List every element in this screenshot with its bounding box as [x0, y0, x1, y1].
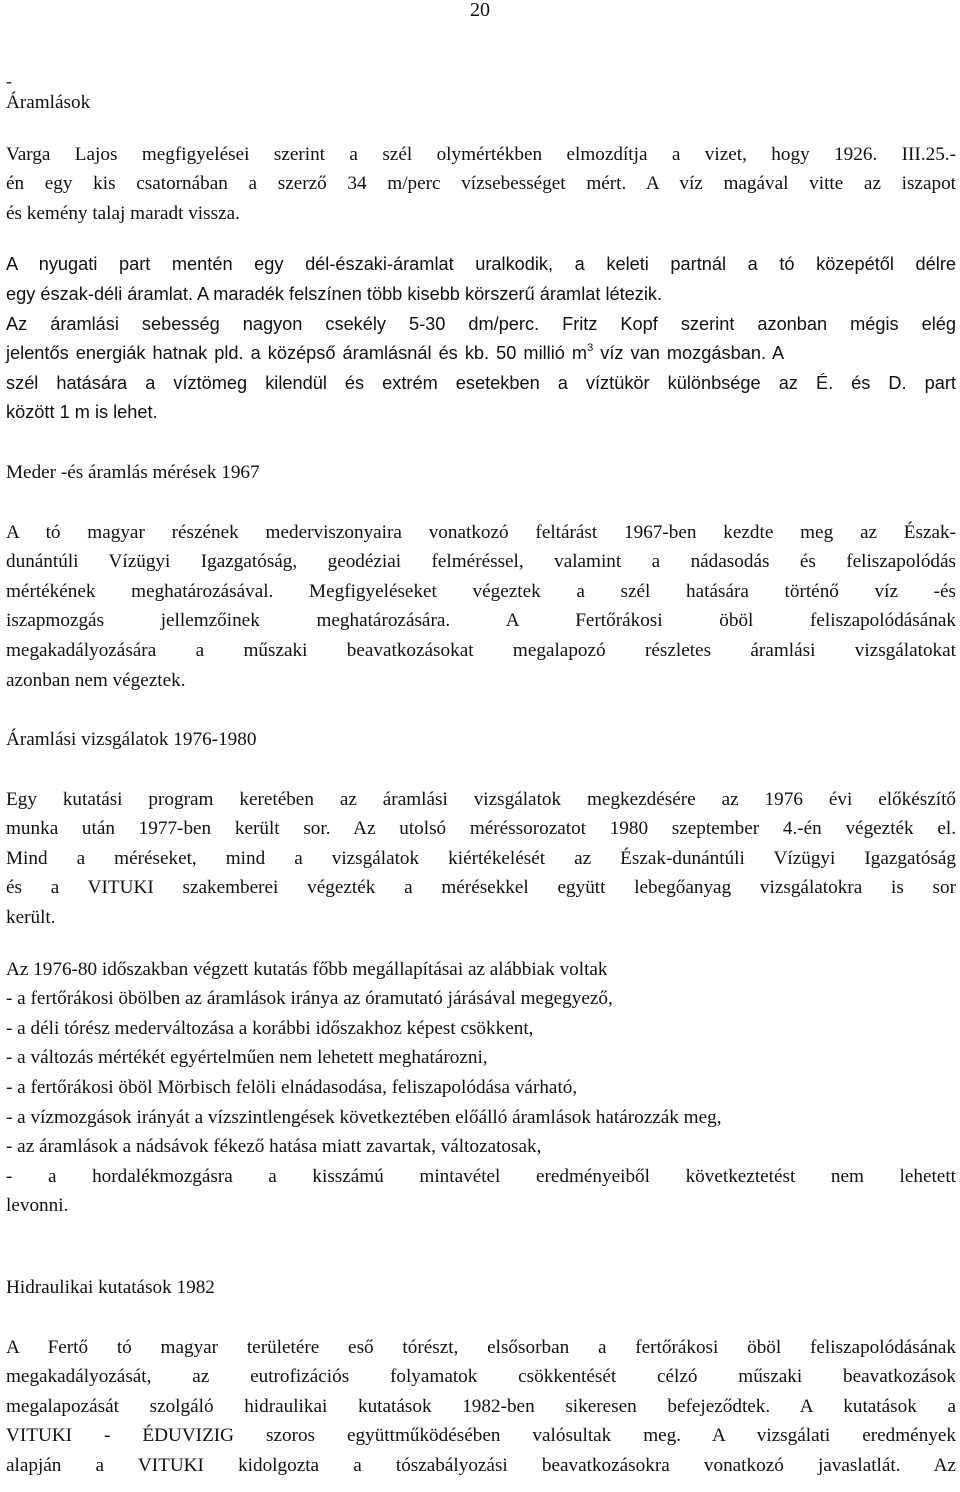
text-line: alapján a VITUKI kidolgozta a tószabályozási beavatkozásokra vonatkozó javaslatlát. Az	[6, 1454, 956, 1476]
list-item: - a déli tórész mederváltozása a korábbi időszakhoz képest csökkent,	[6, 1017, 534, 1039]
text-line: mértékének meghatározásával. Megfigyeléseket végeztek a szél hatására történő víz -és	[6, 580, 956, 602]
text-line: között 1 m is lehet.	[6, 402, 158, 423]
section-title-aramlasok: Áramlások	[6, 92, 91, 113]
section-title-hidraulikai: Hidraulikai kutatások 1982	[6, 1277, 215, 1298]
paragraph-varga	[6, 140, 956, 229]
text-line: Mind a méréseket, mind a vizsgálatok kiértékelését az Észak-dunántúli Vízügyi Igazgatóság	[6, 847, 956, 869]
text-fragment: jelentős energiák hatnak pld. a középső áramlásnál és kb. 50 millió m	[6, 343, 588, 364]
text-line: megakadályozására a műszaki beavatkozásokat megalapozó részletes áramlási vizsgálatokat	[6, 639, 956, 661]
list-item: - a változás mértékét egyértelműen nem lehetett meghatározni,	[6, 1047, 488, 1069]
list-item: levonni.	[6, 1195, 69, 1217]
text-line: egy észak-déli áramlat. A maradék felszínen több kisebb körszerű áramlat létezik.	[6, 283, 663, 304]
text-line: Az áramlási sebesség nagyon csekély 5-30 dm/perc. Fritz Kopf szerint azonban mégis elég	[6, 313, 956, 334]
text-line: szél hatására a víztömeg kilendül és extrém esetekben a víztükör különbsége az É. és D. part	[6, 372, 956, 393]
text-line: és kemény talaj maradt vissza.	[6, 202, 240, 224]
text-line: Varga Lajos megfigyelései szerint a szél olymértékben elmozdítja a vizet, hogy 1926. III.25.-	[6, 143, 956, 165]
list-item: - a vízmozgások irányát a vízszintlengések következtében előálló áramlások határozzák meg,	[6, 1106, 722, 1128]
text-line: és a VITUKI szakemberei végezték a mérésekkel együtt lebegőanyag vizsgálatokra is sor	[6, 877, 956, 899]
text-line: én egy kis csatornában a szerző 34 m/perc vízsebességet mért. A víz magával vitte az iszapot	[6, 173, 956, 195]
paragraph-meder	[6, 518, 956, 696]
list-item: - a hordalékmozgásra a kisszámú mintavétel eredményeiből következtetést nem lehetett	[6, 1165, 956, 1187]
text-line: került.	[6, 907, 56, 929]
superscript: 3	[587, 342, 594, 355]
paragraph-hidraulikai	[6, 1333, 956, 1481]
text-line: A nyugati part mentén egy dél-északi-áramlat uralkodik, a keleti partnál a tó közepétől délre	[6, 254, 956, 275]
section-title-meder: Meder -és áramlás mérések 1967	[6, 461, 260, 483]
text-line: A Fertő tó magyar területére eső tórészt, elsősorban a fertőrákosi öböl feliszapolódásának	[6, 1336, 956, 1358]
text-line: Egy kutatási program keretében az áramlási vizsgálatok megkezdésére az 1976 évi előkészítő	[6, 788, 956, 810]
paragraph-findings	[6, 955, 956, 1221]
list-item: - a fertőrákosi öböl Mörbisch felöli elnádasodása, feliszapolódása várható,	[6, 1077, 578, 1099]
text-line: A tó magyar részének mederviszonyaira vonatkozó feltárást 1967-ben kezdte meg az Észak-	[6, 521, 956, 543]
text-line: azonban nem végeztek.	[6, 669, 186, 691]
section-title-vizsgalatok: Áramlási vizsgálatok 1976-1980	[6, 729, 257, 751]
text-line: Az 1976-80 időszakban végzett kutatás főbb megállapításai az alábbiak voltak	[6, 958, 608, 980]
document-body	[6, 71, 956, 1481]
text-line: munka után 1977-ben került sor. Az utolsó méréssorozatot 1980 szeptember 4.-én végezték el.	[6, 818, 956, 840]
text-line: iszapmozgás jellemzőinek meghatározására. A Fertőrákosi öböl feliszapolódásának	[6, 610, 956, 632]
paragraph-vizsgalatok	[6, 785, 956, 933]
paragraph-aramlatok	[6, 250, 956, 428]
page-number: 20	[470, 0, 490, 21]
text-line	[6, 339, 956, 369]
text-line: megakadályozását, az eutrofizációs folyamatok csökkentését célzó műszaki beavatkozások	[6, 1366, 956, 1388]
list-item: - a fertőrákosi öbölben az áramlások iránya az óramutató járásával megegyező,	[6, 988, 613, 1010]
text-line: megalapozását szolgáló hidraulikai kutatások 1982-ben sikeresen befejeződtek. A kutatások a	[6, 1395, 956, 1417]
text-fragment: víz van mozgásban. A	[593, 343, 785, 364]
list-item: - az áramlások a nádsávok fékező hatása miatt zavartak, változatosak,	[6, 1136, 542, 1158]
text-line: VITUKI - ÉDUVIZIG szoros együttműködésében valósultak meg. A vizsgálati eredmények	[6, 1425, 956, 1447]
text-line: dunántúli Vízügyi Igazgatóság, geodéziai felméréssel, valamint a nádasodás és feliszapolódás	[6, 551, 956, 573]
dash-marker: -	[6, 71, 12, 91]
